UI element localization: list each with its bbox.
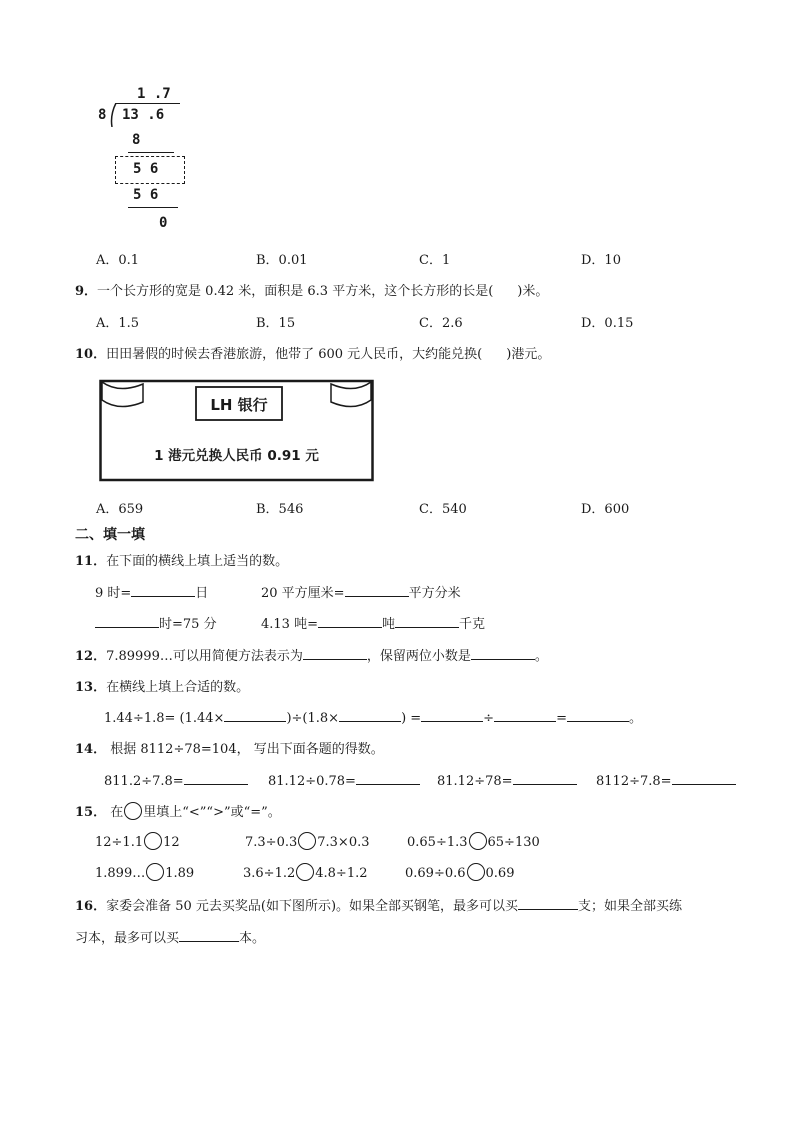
bank-title: LH 银行 [210, 396, 268, 414]
q15-r2-2-right: 4.8÷1.2 [315, 866, 368, 881]
division-quotient: 1 .7 [137, 86, 171, 102]
q15-r1-item-2 [245, 832, 370, 850]
q15-r2-2-circle[interactable] [296, 863, 314, 881]
q11-r1-label-d: 平方分米 [408, 586, 461, 601]
q11-row2-right [261, 613, 485, 632]
q16-text-c: 习本，最多可以买 [75, 931, 180, 946]
division-dividend: 13 .6 [122, 107, 165, 123]
q15-r2-1-right: 1.89 [165, 866, 195, 881]
division-step1: 8 [132, 132, 141, 148]
q11-r2-label-c: 吨 [381, 617, 395, 632]
q10-stem [75, 343, 550, 362]
q15-r1-3-right: 65÷130 [487, 835, 540, 850]
q14-item-4 [596, 770, 736, 789]
bank-banner [99, 378, 374, 482]
q9-text-a: 一个长方形的宽是 0.42 米，面积是 6.3 平方米，这个长方形的长是( [97, 284, 494, 299]
q13-expression [104, 707, 642, 726]
q16-blank-1[interactable] [518, 895, 578, 910]
section-two-title: 二、填一填 [75, 527, 145, 543]
q15-r1-item-3 [407, 832, 540, 850]
q13-blank-2[interactable] [339, 707, 401, 722]
q12-blank-2[interactable] [471, 645, 535, 660]
division-line1 [128, 152, 174, 153]
q14-text: 根据 8112÷78=104， 写出下面各题的得数。 [110, 742, 384, 757]
q12-text-c: 。 [534, 649, 548, 664]
q15-r2-1-circle[interactable] [146, 863, 164, 881]
q11-r2-label-d: 千克 [459, 617, 486, 632]
q8-option-c[interactable]: C．1 [419, 253, 451, 268]
q11-blank-5[interactable] [395, 613, 459, 628]
q10-option-a[interactable]: A．659 [96, 502, 144, 517]
q9-option-d[interactable]: D．0.15 [581, 316, 634, 331]
q15-r2-3-left: 0.69÷0.6 [405, 866, 466, 881]
q16-line-2 [75, 927, 265, 946]
division-boxed-digits: 5 6 [133, 161, 159, 177]
q10-option-b[interactable]: B．546 [256, 502, 304, 517]
q10-option-d[interactable]: D．600 [581, 502, 630, 517]
q15-r1-3-circle[interactable] [469, 832, 487, 850]
q16-number: 16． [75, 899, 107, 914]
q13-expr-2: )÷(1.8× [286, 711, 340, 726]
division-divisor: 8 [98, 107, 107, 123]
q16-blank-2[interactable] [179, 927, 239, 942]
bank-exchange-rate: 1 港元兑换人民币 0.91 元 [154, 448, 319, 464]
q15-r1-item-1 [95, 832, 180, 850]
division-line2 [128, 207, 178, 208]
q9-option-a[interactable]: A．1.5 [96, 316, 140, 331]
q13-expr-5: = [556, 711, 567, 726]
q14-item-4-text: 8112÷7.8= [596, 774, 672, 789]
q11-row1-right [261, 582, 461, 601]
q16-line-1 [75, 895, 682, 914]
q11-blank-3[interactable] [95, 613, 159, 628]
q15-r1-2-circle[interactable] [298, 832, 316, 850]
q14-blank-3[interactable] [513, 770, 577, 785]
q14-number: 14． [75, 742, 107, 757]
q16-text-b: 支；如果全部买练 [578, 899, 683, 914]
q8-option-d[interactable]: D．10 [581, 253, 621, 268]
q14-blank-4[interactable] [672, 770, 736, 785]
q15-r2-item-1 [95, 863, 194, 881]
q11-stem [75, 550, 288, 569]
q13-expr-4: ÷ [483, 711, 495, 726]
q9-number: 9． [75, 284, 98, 299]
q14-item-3 [437, 770, 577, 789]
q12-text-b: ，保留两位小数是 [366, 649, 471, 664]
q11-blank-4[interactable] [318, 613, 382, 628]
division-bracket [110, 103, 120, 127]
q15-r1-1-right: 12 [163, 835, 180, 850]
q11-r2-label-a: 时=75 分 [159, 617, 217, 632]
q15-r2-2-left: 3.6÷1.2 [243, 866, 296, 881]
q15-r1-3-left: 0.65÷1.3 [407, 835, 468, 850]
q13-blank-5[interactable] [567, 707, 629, 722]
q12-number: 12． [75, 649, 107, 664]
q13-expr-3: ) = [401, 711, 422, 726]
q16-text-d: 本。 [239, 931, 266, 946]
q14-item-2-text: 81.12÷0.78= [268, 774, 356, 789]
division-step2: 5 6 [133, 187, 159, 203]
q13-blank-4[interactable] [494, 707, 556, 722]
q12-text-a: 7.89999…可以用简便方法表示为 [106, 649, 303, 664]
q10-text-a: 田田暑假的时候去香港旅游，他带了 600 元人民币，大约能兑换( [106, 347, 483, 362]
q13-blank-3[interactable] [421, 707, 483, 722]
q11-r1-label-b: 日 [195, 586, 209, 601]
q11-r2-label-b: 4.13 吨= [261, 617, 318, 632]
q14-item-1-text: 811.2÷7.8= [104, 774, 184, 789]
q10-text-b: )港元。 [506, 347, 551, 362]
q15-r1-2-left: 7.3÷0.3 [245, 835, 298, 850]
q11-blank-1[interactable] [131, 582, 195, 597]
q14-blank-1[interactable] [184, 770, 248, 785]
q15-r2-3-right: 0.69 [485, 866, 515, 881]
q13-expr-6: 。 [628, 711, 642, 726]
q16-text-a: 家委会准备 50 元去买奖品(如下图所示)。如果全部买钢笔，最多可以买 [106, 899, 519, 914]
q15-number: 15． [75, 805, 107, 820]
q15-r2-1-left: 1.899… [95, 866, 146, 881]
q9-text-b: )米。 [517, 284, 549, 299]
q11-row2-left [95, 613, 217, 632]
q9-option-c[interactable]: C．2.6 [419, 316, 463, 331]
q11-row1-left [95, 582, 208, 601]
q15-stem [75, 801, 281, 820]
q9-option-b[interactable]: B．15 [256, 316, 296, 331]
q11-r1-label-c: 20 平方厘米= [261, 586, 345, 601]
q15-r1-2-right: 7.3×0.3 [317, 835, 370, 850]
q15-r2-item-2 [243, 863, 368, 881]
q15-r2-3-circle[interactable] [467, 863, 485, 881]
q10-option-c[interactable]: C．540 [419, 502, 467, 517]
q11-r1-label-a: 9 时= [95, 586, 132, 601]
q8-option-b[interactable]: B．0.01 [256, 253, 308, 268]
q14-blank-2[interactable] [356, 770, 420, 785]
q10-number: 10． [75, 347, 107, 362]
q11-number: 11． [75, 554, 107, 569]
q15-text-b: 里填上“<”“>”或“=”。 [143, 805, 281, 820]
q13-text: 在横线上填上合适的数。 [106, 680, 250, 695]
q13-expr-1: 1.44÷1.8= (1.44× [104, 711, 225, 726]
circle-icon [124, 802, 142, 820]
division-remainder: 0 [159, 215, 168, 231]
q8-option-a[interactable]: A．0.1 [96, 253, 140, 268]
q14-stem [75, 738, 384, 757]
q15-text-a: 在 [110, 805, 124, 820]
q9-stem [75, 280, 548, 299]
q11-text: 在下面的横线上填上适当的数。 [106, 554, 289, 569]
q13-stem [75, 676, 249, 695]
q14-item-2 [268, 770, 420, 789]
q14-item-1 [104, 770, 248, 789]
q15-r1-1-left: 12÷1.1 [95, 835, 144, 850]
q12-stem [75, 645, 548, 664]
q13-blank-1[interactable] [224, 707, 286, 722]
q15-r1-1-circle[interactable] [144, 832, 162, 850]
q14-item-3-text: 81.12÷78= [437, 774, 513, 789]
division-bar [116, 103, 180, 104]
q13-number: 13． [75, 680, 107, 695]
q15-r2-item-3 [405, 863, 514, 881]
q11-blank-2[interactable] [345, 582, 409, 597]
q12-blank-1[interactable] [303, 645, 367, 660]
